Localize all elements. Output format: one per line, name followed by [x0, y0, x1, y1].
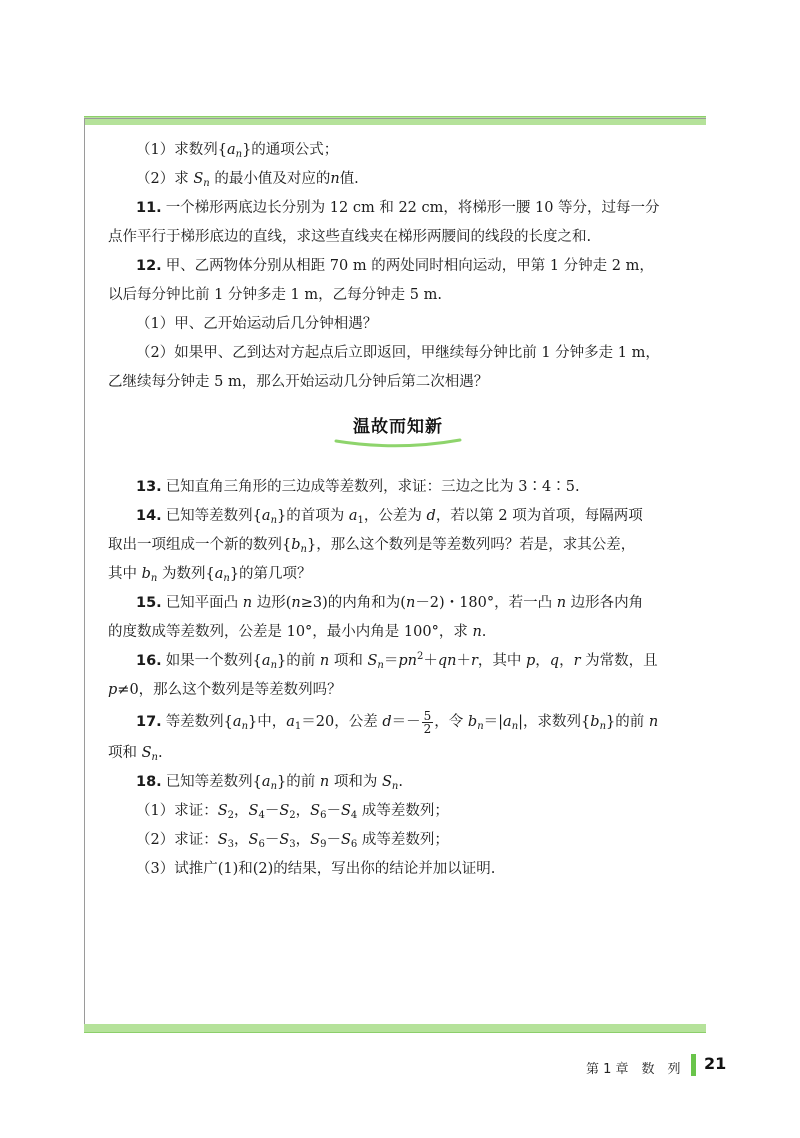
q12-line2: 以后每分钟比前 1 分钟多走 1 m，乙每分钟走 5 m. — [108, 287, 442, 303]
q14-line1: 14. 已知等差数列$\{a_n\}$的首项为 $a_1$，公差为 d，若以第 2 项为首项，每隔两项 — [136, 508, 643, 526]
q10-part2: （2）求 $S_n$ 的最小值及对应的n值. — [136, 171, 359, 189]
q16-line1: 16. 如果一个数列$\{a_n\}$的前 n 项和 $S_n=pn^2+qn+r$，其中 p，q，r 为常数，且 — [136, 651, 658, 671]
q11-line1: 11. 一个梯形两底边长分别为 12 cm 和 22 cm，将梯形一腰 10 等分，过每一分 — [136, 200, 660, 216]
page-number: 21 — [704, 1054, 727, 1073]
section-header — [108, 397, 688, 473]
footer-accent-bar — [691, 1054, 696, 1076]
bottom-green-band — [84, 1024, 706, 1033]
fraction: $\frac{5}{2}$ — [423, 708, 432, 736]
q17-line1: 17. 等差数列$\{a_n\}$中，$a_1=20$，公差 d＝－ $\frac{5}{2}$ ，令 $b_n=|a_n|$，求数列$\{b_n\}$的前 n — [136, 708, 659, 736]
q17-line2: 项和 $S_n$. — [108, 745, 163, 763]
q18-part1: （1）求证：$S_2$，$S_4-S_2$，$S_6-S_4$ 成等差数列； — [136, 803, 449, 821]
q15-line2: 的度数成等差数列，公差是 10°，最小内角是 100°，求 n. — [108, 624, 487, 640]
q16-line2: p≠0，那么这个数列是等差数列吗？ — [108, 682, 342, 698]
q12-part2-line1: （2）如果甲、乙到达对方起点后立即返回，甲继续每分钟比前 1 分钟多走 1 m， — [136, 345, 660, 361]
q12-part1: （1）甲、乙开始运动后几分钟相遇？ — [136, 316, 378, 332]
q13: 13. 已知直角三角形的三边成等差数列，求证：三边之比为 3∶4∶5. — [136, 479, 580, 495]
q14-line2: 取出一项组成一个新的数列$\{b_n\}$，那么这个数列是等差数列吗？若是，求其公差， — [108, 537, 636, 555]
q15-line1: 15. 已知平面凸 n 边形(n≥3)的内角和为(n－2)・180°，若一凸 n 边形各内角 — [136, 595, 644, 611]
q18-line1: 18. 已知等差数列$\{a_n\}$的前 n 项和为 $S_n$. — [136, 774, 403, 792]
chapter-label: 第 1 章 数 列 — [586, 1062, 681, 1077]
q12-part2-line2: 乙继续每分钟走 5 m，那么开始运动几分钟后第二次相遇？ — [108, 374, 489, 390]
q10-part1: （1）求数列$\{a_n\}$的通项公式； — [136, 142, 339, 160]
page-content — [108, 136, 688, 884]
title-underline-swoosh — [334, 437, 462, 449]
section-title: 温故而知新 — [353, 417, 443, 437]
q12-line1: 12. 甲、乙两物体分别从相距 70 m 的两处同时相向运动，甲第 1 分钟走 2 m， — [136, 258, 654, 274]
q11-line2: 点作平行于梯形底边的直线，求这些直线夹在梯形两腰间的线段的长度之和. — [108, 229, 592, 245]
q14-line3: 其中 $b_n$ 为数列$\{a_n\}$的第几项？ — [108, 566, 312, 584]
q18-part3: （3）试推广(1)和(2)的结果，写出你的结论并加以证明. — [136, 861, 496, 877]
q18-part2: （2）求证：$S_3$，$S_6-S_3$，$S_9-S_6$ 成等差数列； — [136, 832, 449, 850]
